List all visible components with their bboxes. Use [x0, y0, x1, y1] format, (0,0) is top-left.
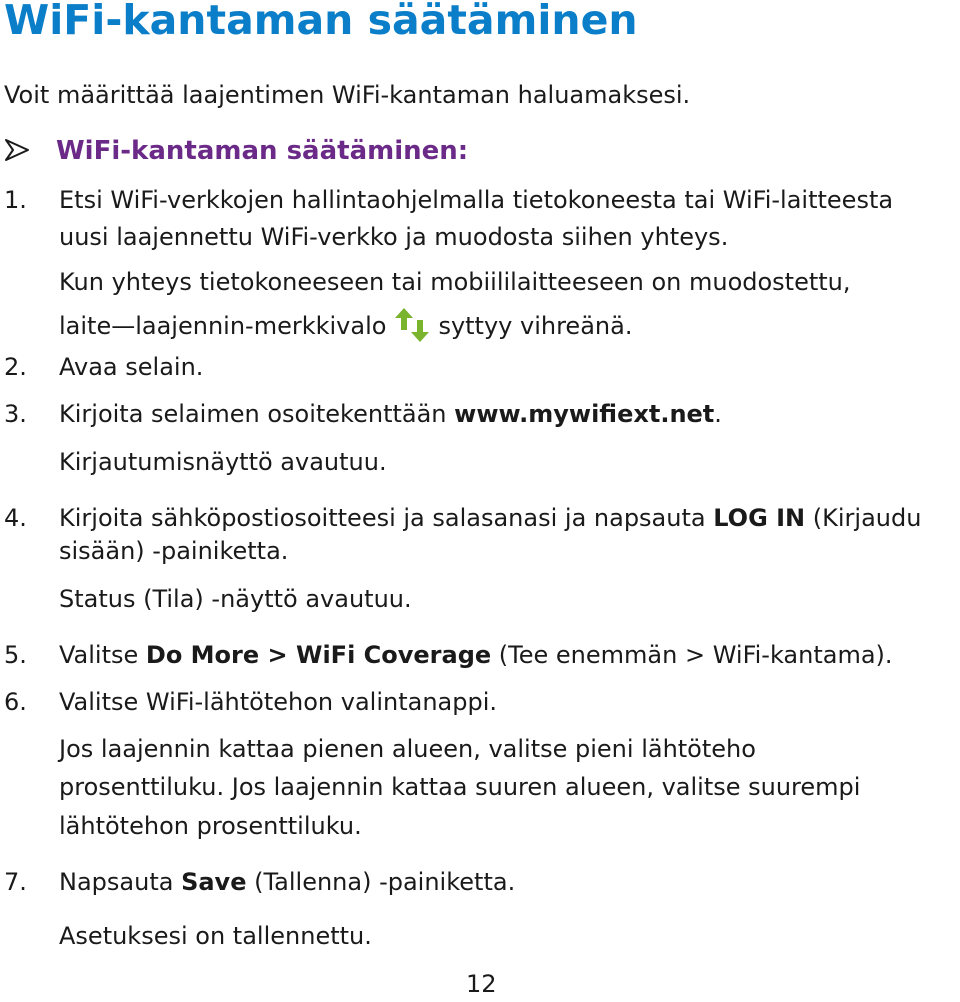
subheading-text: WiFi-kantaman säätäminen: — [56, 136, 469, 166]
step-note: Status (Tila) -näyttö avautuu. — [59, 585, 412, 613]
step-text-part: Kirjoita sähköpostiosoitteesi ja salasanasi ja napsauta — [59, 504, 714, 532]
step-text: Valitse WiFi-lähtötehon valintanappi. — [59, 688, 498, 716]
login-label: LOG IN — [713, 504, 806, 532]
step-text-part: (Tee enemmän > WiFi-kantama). — [491, 641, 893, 669]
page-number: 12 — [466, 970, 497, 998]
save-label: Save — [181, 868, 247, 896]
step-number: 7. — [4, 868, 27, 896]
step-text-part: . — [714, 400, 722, 428]
step-note: Kirjautumisnäyttö avautuu. — [59, 448, 387, 476]
step-text — [59, 400, 722, 428]
step-note: prosenttiluku. Jos laajennin kattaa suuren alueen, valitse suurempi — [59, 773, 861, 801]
url-text: www.mywifiext.net — [454, 400, 715, 428]
step-text-part: Kirjoita selaimen osoitekenttään — [59, 400, 455, 428]
step-text: Avaa selain. — [59, 353, 204, 381]
page-title: WiFi-kantaman säätäminen — [4, 0, 638, 44]
step-text: sisään) -painiketta. — [59, 537, 289, 565]
step-text-part: (Kirjaudu — [805, 504, 922, 532]
step-note: Asetuksesi on tallennettu. — [59, 922, 372, 950]
step-text: Etsi WiFi-verkkojen hallintaohjelmalla tietokoneesta tai WiFi-laitteesta — [59, 186, 894, 214]
step-note: Kun yhteys tietokoneeseen tai mobiililaitteeseen on muodostettu, — [59, 268, 851, 296]
step-text — [59, 504, 921, 532]
step-note-part: syttyy vihreänä. — [438, 312, 633, 340]
extender-led-arrows-icon — [392, 306, 432, 344]
step-text — [59, 641, 893, 669]
intro-text: Voit määrittää laajentimen WiFi-kantaman haluamaksesi. — [4, 81, 691, 109]
step-text: uusi laajennettu WiFi-verkko ja muodosta siihen yhteys. — [59, 223, 729, 251]
step-number: 4. — [4, 504, 27, 532]
step-note — [59, 306, 632, 344]
step-number: 1. — [4, 186, 27, 214]
step-number: 2. — [4, 353, 27, 381]
step-number: 5. — [4, 641, 27, 669]
step-note-part: laite—laajennin-merkkivalo — [59, 312, 387, 340]
step-note: lähtötehon prosenttiluku. — [59, 812, 362, 840]
chevron-arrow-icon — [4, 138, 32, 162]
step-text-part: Valitse — [59, 641, 146, 669]
step-text-part: Napsauta — [59, 868, 182, 896]
subheading — [4, 136, 468, 166]
step-number: 6. — [4, 688, 27, 716]
step-number: 3. — [4, 400, 27, 428]
step-text-part: (Tallenna) -painiketta. — [246, 868, 516, 896]
menu-path: Do More > WiFi Coverage — [145, 641, 492, 669]
step-text — [59, 868, 515, 896]
step-note: Jos laajennin kattaa pienen alueen, valitse pieni lähtöteho — [59, 735, 756, 763]
